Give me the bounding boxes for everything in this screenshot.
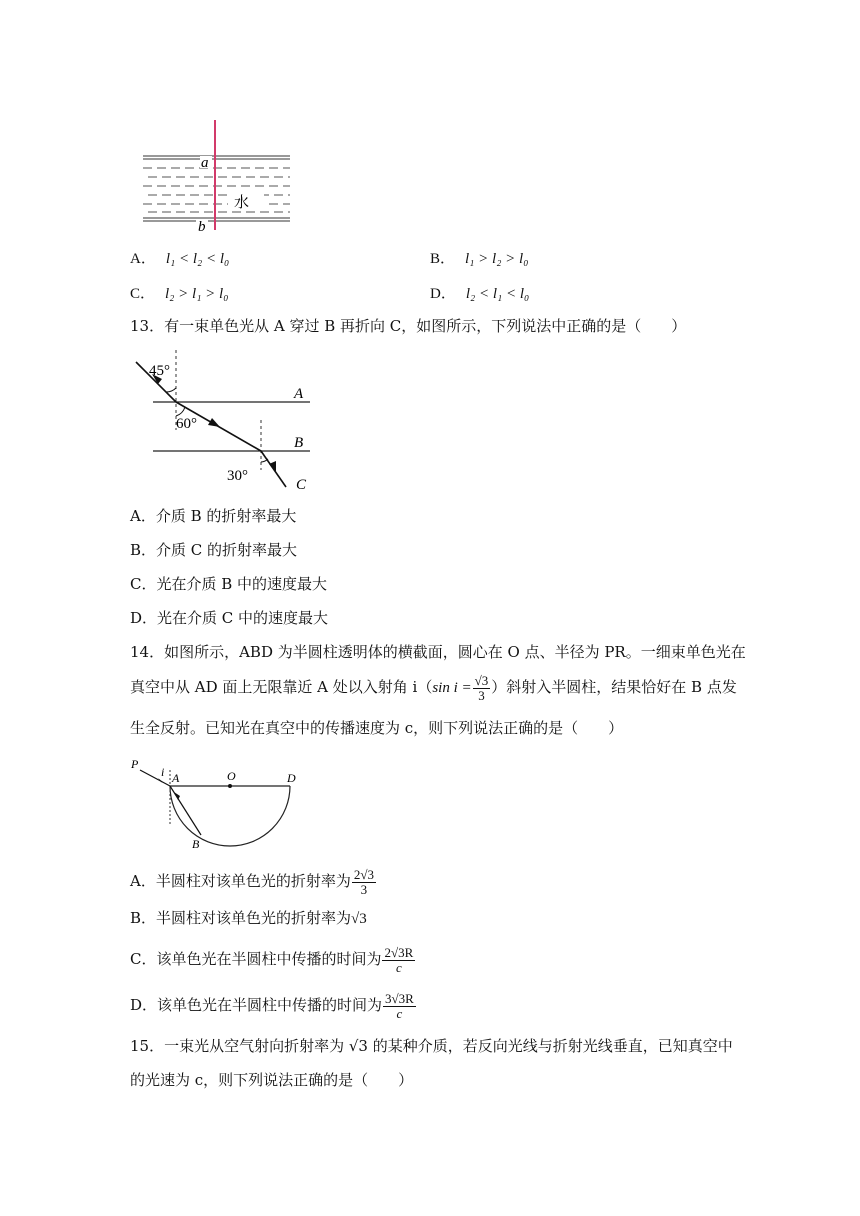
water-label-a: a: [201, 155, 209, 171]
q13-option-c: C．光在介质 B 中的速度最大: [130, 575, 328, 593]
q15-stem-line2: 的光速为 c，则下列说法正确的是（ ）: [130, 1071, 414, 1089]
q14-label-i: i: [161, 765, 165, 779]
q13-figure: [128, 345, 328, 495]
water-figure: [138, 120, 298, 235]
q13-option-d: D．光在介质 C 中的速度最大: [130, 609, 329, 627]
q12-option-b: B． l₁ > l₂ > l₀: [430, 251, 529, 267]
q14-label-p: P: [131, 757, 139, 771]
q14-option-d: D．该单色光在半圆柱中传播的时间为 $\frac{3√3R}{c}$: [130, 990, 414, 1021]
q14-option-a: A．半圆柱对该单色光的折射率为 $\frac{2√3}{3}$: [130, 866, 374, 897]
q13-stem: 13．有一束单色光从 A 穿过 B 再折向 C，如图所示，下列说法中正确的是（ ）: [130, 317, 687, 335]
q13-label-a: A: [294, 386, 304, 402]
q13-label-b: B: [294, 435, 304, 451]
q12-option-d: D． l₂ < l₁ < l₀: [430, 286, 530, 302]
q14-label-o: O: [227, 769, 236, 783]
q13-angle-30: 30°: [227, 468, 248, 484]
q12-option-c: C． l₂ > l₁ > l₀: [130, 286, 229, 302]
q15-stem-line1: 15．一束光从空气射向折射率为 √3 的某种介质，若反向光线与折射光线垂直，已知真空中: [130, 1037, 733, 1055]
q13-label-c: C: [296, 477, 307, 493]
q14-option-b: B．半圆柱对该单色光的折射率为√3: [130, 909, 367, 927]
q14-label-a: A: [172, 771, 180, 785]
q14-label-b: B: [192, 837, 200, 851]
q14-label-d: D: [287, 771, 296, 785]
q14-option-c: C．该单色光在半圆柱中传播的时间为 $\frac{2√3R}{c}$: [130, 944, 414, 975]
q12-option-a: A． l₁ < l₂ < l₀: [130, 251, 230, 267]
q14-stem-line1: 14．如图所示，ABD 为半圆柱透明体的横截面，圆心在 O 点、半径为 PR。一细束单色光在: [130, 643, 746, 661]
q13-option-a: A．介质 B 的折射率最大: [130, 507, 297, 525]
q13-option-b: B．介质 C 的折射率最大: [130, 541, 298, 559]
q13-angle-45: 45°: [149, 363, 170, 379]
q13-angle-60: 60°: [176, 416, 197, 432]
q14-stem-line3: 生全反射。已知光在真空中的传播速度为 c，则下列说法正确的是（ ）: [130, 719, 624, 737]
water-label-b: b: [198, 219, 206, 235]
water-label: 水: [234, 195, 250, 211]
q14-stem-line2: 真空中从 AD 面上无限靠近 A 处以入射角 i（sin i = $\frac{√3}{3}$ ）斜射入半圆柱，结果恰好在 B 点发: [130, 672, 737, 703]
q14-figure: [128, 752, 308, 857]
